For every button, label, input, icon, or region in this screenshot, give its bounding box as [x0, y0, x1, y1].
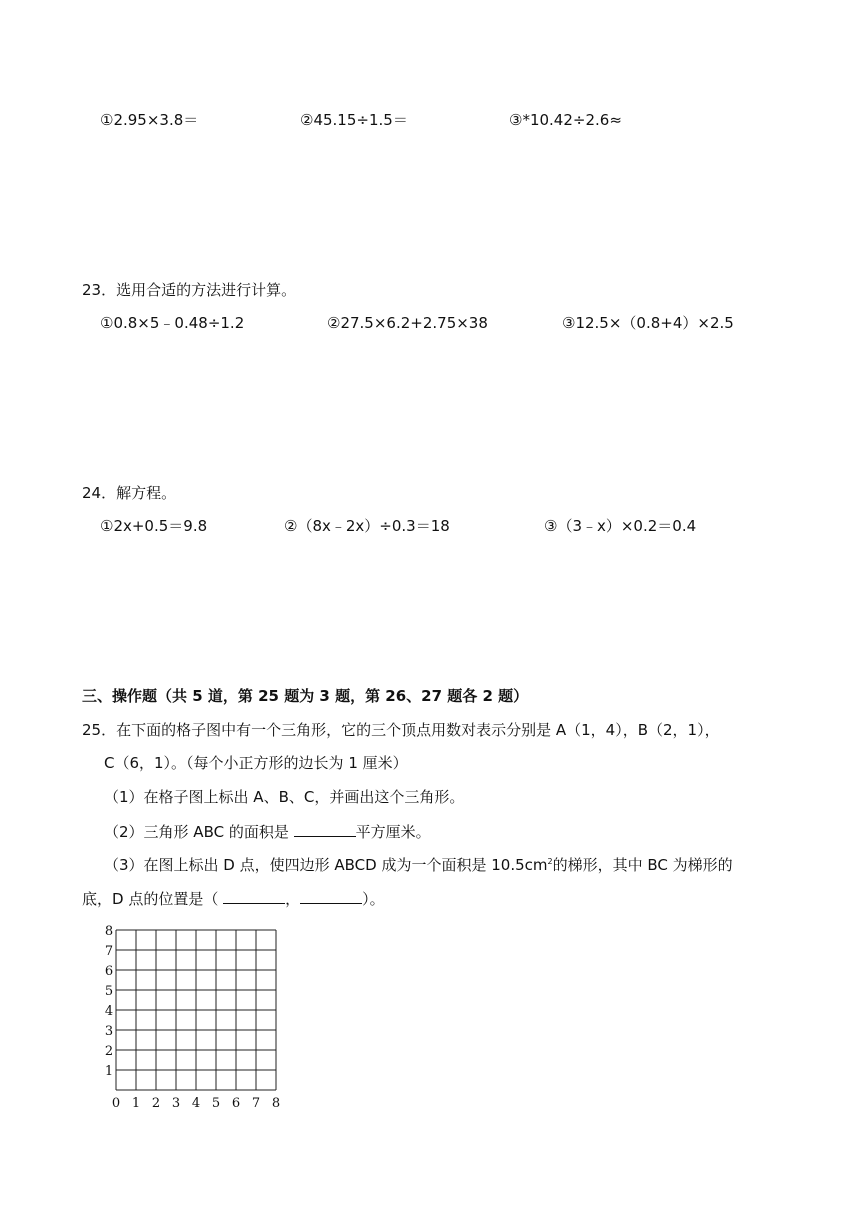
q25-sub-3-close: ）。: [362, 890, 385, 908]
y-axis-label: 7: [104, 944, 114, 959]
q25-sub-2-text: （2）三角形 ABC 的面积是: [104, 823, 294, 841]
q25-sub-3-text: （3）在图上标出 D 点，使四边形 ABCD 成为一个面积是 10.5cm: [104, 856, 548, 874]
q25-sub-3-point-text: 底，D 点的位置是（: [82, 890, 224, 908]
q25-line-2: C（6，1）。（每个小正方形的边长为 1 厘米）: [104, 754, 408, 772]
x-axis-label: 4: [191, 1096, 201, 1111]
q22-item-2: ②45.15÷1.5＝: [300, 111, 408, 129]
y-axis-label: 4: [104, 1004, 114, 1019]
y-axis-label: 5: [104, 984, 114, 999]
q25-sub-3-comma: ，: [285, 890, 301, 908]
q24-item-2: ②（8x﹣2x）÷0.3＝18: [284, 517, 450, 535]
coordinate-grid[interactable]: [96, 920, 296, 1115]
q22-item-1: ①2.95×3.8＝: [100, 111, 199, 129]
q23-title: 23．选用合适的方法进行计算。: [82, 281, 297, 299]
q25-sub-3-line-2: [82, 888, 385, 909]
q25-sub-3: [104, 855, 733, 875]
x-axis-label: 6: [231, 1096, 241, 1111]
q24-title: 24．解方程。: [82, 484, 177, 502]
q23-item-1: ①0.8×5﹣0.48÷1.2: [100, 314, 245, 332]
y-axis-label: 2: [104, 1044, 114, 1059]
q24-item-1: ①2x+0.5＝9.8: [100, 517, 208, 535]
q25-sub-2: [104, 821, 431, 842]
x-axis-label: 8: [271, 1096, 281, 1111]
point-d-x-blank[interactable]: [223, 888, 285, 904]
x-axis-label: 5: [211, 1096, 221, 1111]
section-3-heading: 三、操作题（共 5 道，第 25 题为 3 题，第 26、27 题各 2 题）: [82, 687, 529, 705]
point-d-y-blank[interactable]: [300, 888, 362, 904]
grid-lines: [116, 930, 276, 1090]
y-axis-label: 8: [104, 924, 114, 939]
q25-sub-1: （1）在格子图上标出 A、B、C，并画出这个三角形。: [104, 788, 465, 806]
q25-line-1: 25．在下面的格子图中有一个三角形，它的三个顶点用数对表示分别是 A（1，4），B（2，1），: [82, 721, 720, 739]
x-axis-label: 7: [251, 1096, 261, 1111]
q22-item-3: ③*10.42÷2.6≈: [509, 111, 622, 129]
q25-sub-3-text-end: 的梯形，其中 BC 为梯形的: [552, 856, 733, 874]
x-axis-label: 1: [131, 1096, 141, 1111]
y-axis-label: 6: [104, 964, 114, 979]
x-axis-label: 3: [171, 1096, 181, 1111]
square-superscript: 2: [547, 857, 553, 866]
y-axis-label: 1: [104, 1064, 114, 1079]
x-axis-label: 0: [111, 1096, 121, 1111]
grid-labels: [105, 924, 280, 1111]
x-axis-label: 2: [151, 1096, 161, 1111]
q25-sub-2-unit: 平方厘米。: [355, 823, 431, 841]
y-axis-label: 3: [104, 1024, 114, 1039]
q23-item-3: ③12.5×（0.8+4）×2.5: [562, 314, 734, 332]
q24-item-3: ③（3﹣x）×0.2＝0.4: [544, 517, 697, 535]
area-answer-blank[interactable]: [294, 821, 356, 837]
q23-item-2: ②27.5×6.2+2.75×38: [327, 314, 488, 332]
